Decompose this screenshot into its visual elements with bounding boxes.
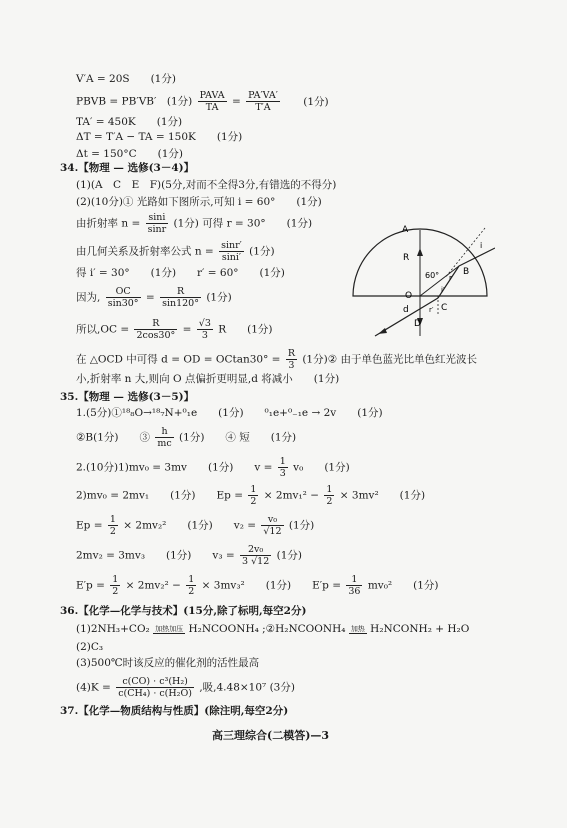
label-b: B bbox=[463, 267, 470, 277]
line-ta: TA′ = 450K (1分) bbox=[76, 116, 183, 128]
q34-sine-rule: 因为, $\frac{OC}{\sin 30^\circ}$ = $\frac{R}{\sin 120^\circ}$ (1分) bbox=[76, 286, 232, 309]
line-delta-t: ΔT = T′A − TA = 150K (1分) bbox=[76, 131, 243, 143]
line-va: V′A = 20S (1分) bbox=[76, 73, 176, 85]
q34-oc-value: 所以,OC = $\frac{R}{2\cos 30^\circ}$ = $\frac{√3}{3}$ R (1分) bbox=[76, 318, 273, 341]
q34-part1: (1)(A C E F)(5分,对而不全得3分,有错选的不得分) bbox=[76, 179, 337, 191]
q34-conclusion: 小,折射率 n 大,则向 O 点偏折更明显,d 将减小 (1分) bbox=[76, 373, 340, 385]
question-35-heading: 35.【物理 — 选修(3－5)】 bbox=[60, 391, 195, 403]
q34-refraction-index: 由折射率 n = $\frac{\sin i}{\sin r}$ (1分) 可得 r = 30° (1分) bbox=[76, 212, 313, 235]
label-r-angle: r bbox=[449, 274, 452, 282]
question-36-heading: 36.【化学—化学与技术】(15分,除了标明,每空2分) bbox=[60, 605, 307, 617]
incident-ray bbox=[459, 248, 495, 266]
q35-part1-cont: ②B(1分) ③ $\frac{h}{mc}$ (1分) ④ 短 (1分) bbox=[76, 426, 297, 449]
q34-angles: 得 i′ = 30° (1分) r′ = 60° (1分) bbox=[76, 267, 285, 279]
label-a: A bbox=[402, 225, 409, 235]
label-r-prime: r′ bbox=[429, 306, 434, 314]
q35-energy-1: 2)mv₀ = 2mv₁ (1分) Ep = $\frac{1}{2}$ × 2mv₁² − $\frac{1}{2}$ × 3mv² (1分) bbox=[76, 484, 426, 507]
page-footer: 高三理综合(二模答)—3 bbox=[212, 729, 330, 742]
q34-part2: (2)(10分)① 光路如下图所示,可知 i = 60° (1分) bbox=[76, 196, 322, 208]
q35-momentum: 2.(10分)1)mv₀ = 3mv (1分) v = $\frac{1}{3}$ v₀ (1分) bbox=[76, 456, 350, 479]
q34-distance-d: 在 △OCD 中可得 d = OD = OCtan30° = $\frac{R}{3}$ (1分)② 由于单色蓝光比单色红光波长 bbox=[76, 348, 477, 371]
label-d-lower: d bbox=[403, 305, 409, 315]
q36-part4: (4)K = $\frac{\text{c(CO) · c³(H₂)}}{\text{c(CH₄) · c(H₂O)}}$ ,吸,4.48×10⁷ (3分) bbox=[76, 676, 295, 699]
label-i: i bbox=[480, 241, 483, 250]
q36-part1: (1)2NH₃+CO₂ 加热加压 H₂NCOONH₄ ;②H₂NCOONH₄ 加热 H₂NCONH₂ + H₂O bbox=[76, 623, 470, 635]
question-37-heading: 37.【化学—物质结构与性质】(除注明,每空2分) bbox=[60, 705, 289, 717]
line-boyle: PBVB = PB′VB′ (1分) $\frac{\text{PAVA}}{TA}$ = $\frac{PA'VA'}{T'A}$ (1分) bbox=[76, 90, 329, 113]
q36-part2: (2)C₃ bbox=[76, 641, 104, 653]
label-i-prime: i′ bbox=[441, 286, 445, 294]
q34-geometry: 由几何关系及折射率公式 n = $\frac{\sin r'}{\sin i'}$ (1分) bbox=[76, 240, 275, 263]
q35-part1: 1.(5分)①¹⁸₈O→¹⁸₇N+⁰₁e (1分) ⁰₁e+⁰₋₁e → 2v (1分) bbox=[76, 407, 383, 419]
optics-diagram bbox=[345, 218, 495, 338]
q35-momentum-2: 2mv₂ = 3mv₃ (1分) v₃ = $\frac{\text{2v₀}}{3 √12}$ (1分) bbox=[76, 544, 302, 567]
q35-energy-2: Ep = $\frac{1}{2}$ × 2mv₂² (1分) v₂ = $\frac{\text{v₀}}{√12}$ (1分) bbox=[76, 514, 315, 537]
label-d-upper: D bbox=[414, 319, 421, 329]
label-r: R bbox=[403, 253, 410, 263]
q36-part3: (3)500℃时该反应的催化剂的活性最高 bbox=[76, 657, 260, 669]
line-delta-t2: Δt = 150°C (1分) bbox=[76, 148, 183, 160]
arrow-a bbox=[417, 248, 423, 256]
label-o: O bbox=[405, 291, 413, 301]
question-34-heading: 34.【物理 — 选修(3－4)】 bbox=[60, 162, 195, 174]
label-c: C bbox=[441, 303, 448, 313]
q35-energy-3: E′p = $\frac{1}{2}$ × 2mv₂² − $\frac{1}{2}$ × 3mv₃² (1分) E′p = $\frac{1}{36}$ mv₀² (1分) bbox=[76, 574, 439, 597]
label-60deg: 60° bbox=[425, 271, 440, 280]
